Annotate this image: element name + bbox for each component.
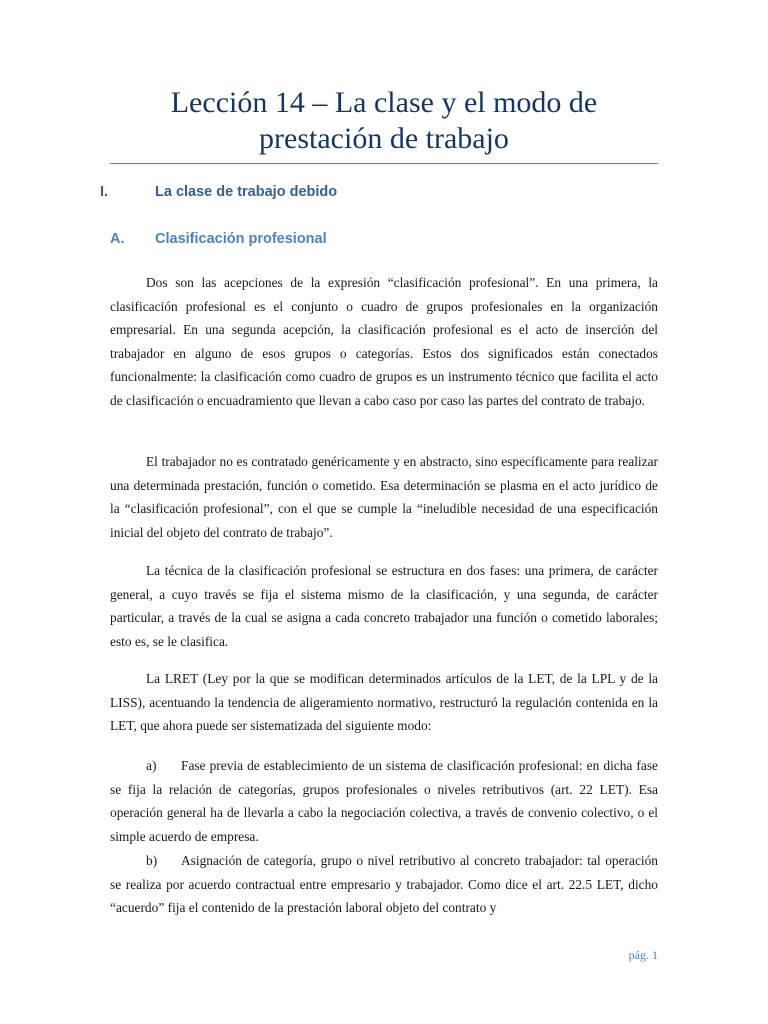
section-heading: La clase de trabajo debido bbox=[155, 184, 338, 200]
title-underline bbox=[110, 163, 658, 164]
list-label-a: a) bbox=[146, 758, 157, 773]
list-label-b: b) bbox=[146, 853, 158, 868]
page-number: pág. 1 bbox=[628, 948, 658, 962]
paragraph-1: Dos son las acepciones de la expresión “clasificación profesional”. En una primera, la clasificación profesional es el conjunto o cuadro de grupos profesionales en la organización empresarial. En una segunda acepción, la clasificación profesional es el acto de inserción del trabajador en alguno de esos grupos o categorías. Estos dos significados están conectados funcionalmente: la clasificación como cuadro de grupos es un instrumento técnico que facilita el acto de clasificación o encuadramiento que llevan a cabo caso por caso las partes del contrato de trabajo. bbox=[110, 275, 658, 408]
paragraph-3: La técnica de la clasificación profesional se estructura en dos fases: una primera, de carácter general, a cuyo través se fija el sistema mismo de la clasificación, y una segunda, de carácter particular, a través de la cual se asigna a cada concreto trabajador una función o cometido laborales; esto es, se le clasifica. bbox=[110, 563, 658, 649]
paragraph-4: La LRET (Ley por la que se modifican determinados artículos de la LET, de la LPL y de la LISS), acentuando la tendencia de aligeramiento normativo, restructuró la regulación contenida en la LET, que ahora puede ser sistematizada del siguiente modo: bbox=[110, 671, 658, 734]
page-title bbox=[110, 85, 658, 157]
list-item-a: a) Fase previa de establecimiento de un sistema de clasificación profesional: en dicha fase se fija la relación de categorías, grupos profesionales o niveles retributivos (art. 22 LET). Esa operación general ha de llevarla a cabo la negociación colectiva, a través de convenio colectivo, o el simple acuerdo de empresa. bbox=[110, 754, 658, 848]
section-number: I. bbox=[100, 184, 109, 200]
list-item-b: b) Asignación de categoría, grupo o nivel retributivo al concreto trabajador: tal operación se realiza por acuerdo contractual entre empresario y trabajador. Como dice el art. 22.5 LET, dicho “acuerdo” fija el contenido de la prestación laboral objeto del contrato y bbox=[110, 849, 658, 920]
paragraph-2: El trabajador no es contratado genéricamente y en abstracto, sino específicamente para realizar una determinada prestación, función o cometido. Esa determinación se plasma en el acto jurídico de la “clasificación profesional”, con el que se cumple la “ineludible necesidad de una especificación inicial del objeto del contrato de trabajo”. bbox=[110, 454, 658, 540]
subsection-number: A. bbox=[110, 231, 125, 247]
title-line-1: Lección 14 – La clase y el modo de bbox=[170, 86, 598, 119]
subsection-heading: Clasificación profesional bbox=[155, 231, 327, 247]
title-line-2: prestación de trabajo bbox=[259, 122, 509, 155]
